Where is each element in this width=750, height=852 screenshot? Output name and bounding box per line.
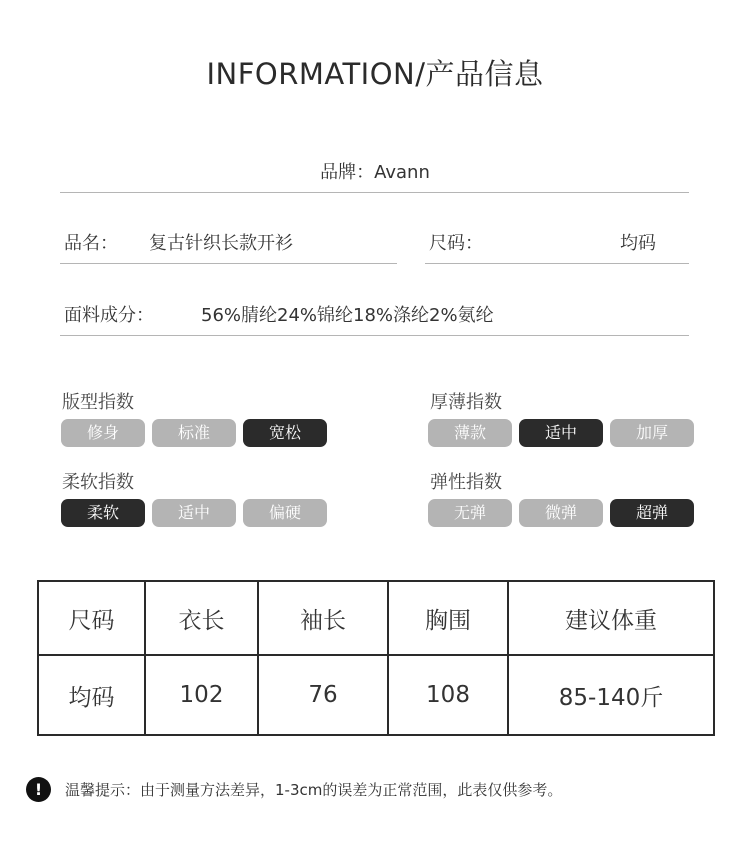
fabric-value: 56%腈纶24%锦纶18%涤纶2%氨纶 [201, 305, 494, 326]
fabric-divider [60, 335, 689, 336]
thickness-option-medium: 适中 [519, 419, 603, 447]
index-group-thickness [430, 388, 668, 442]
exclamation-icon: ! [26, 777, 51, 802]
size-value: 均码 [620, 233, 656, 254]
softness-index-label: 柔软指数 [62, 472, 134, 493]
header-length: 衣长 [145, 581, 258, 655]
cell-weight: 85-140斤 [508, 655, 714, 735]
product-name-value: 复古针织长款开衫 [149, 233, 293, 254]
product-name-divider [60, 263, 397, 264]
softness-option-hard: 偏硬 [243, 499, 327, 527]
fit-option-slim: 修身 [61, 419, 145, 447]
size-divider [425, 263, 689, 264]
brand-row [0, 158, 750, 184]
notice-text: 温馨提示：由于测量方法差异，1-3cm的误差为正常范围，此表仅供参考。 [65, 781, 563, 799]
elasticity-option-slight: 微弹 [519, 499, 603, 527]
size-table [37, 580, 715, 736]
cell-chest: 108 [388, 655, 508, 735]
brand-label: 品牌： [320, 162, 375, 183]
brand-divider [60, 192, 689, 193]
header-chest: 胸围 [388, 581, 508, 655]
thickness-index-label: 厚薄指数 [430, 392, 502, 413]
table-row [38, 655, 714, 735]
index-group-fit [62, 388, 301, 442]
elasticity-index-label: 弹性指数 [430, 472, 502, 493]
size-label: 尺码： [429, 233, 483, 254]
elasticity-option-high: 超弹 [610, 499, 694, 527]
cell-size: 均码 [38, 655, 145, 735]
header-weight: 建议体重 [508, 581, 714, 655]
size-table-header-row [38, 581, 714, 655]
brand-value: Avann [374, 162, 430, 183]
cell-sleeve: 76 [258, 655, 388, 735]
thickness-option-thick: 加厚 [610, 419, 694, 447]
header-size: 尺码 [38, 581, 145, 655]
header-sleeve: 袖长 [258, 581, 388, 655]
product-name-label: 品名： [64, 233, 118, 254]
page-title: INFORMATION/产品信息 [206, 57, 544, 91]
thickness-option-thin: 薄款 [428, 419, 512, 447]
index-group-softness [62, 468, 301, 522]
softness-option-soft: 柔软 [61, 499, 145, 527]
fabric-label: 面料成分： [64, 305, 154, 326]
cell-length: 102 [145, 655, 258, 735]
fit-index-label: 版型指数 [62, 392, 134, 413]
index-group-elasticity [430, 468, 668, 522]
fit-option-loose: 宽松 [243, 419, 327, 447]
fit-option-standard: 标准 [152, 419, 236, 447]
softness-option-medium: 适中 [152, 499, 236, 527]
elasticity-option-none: 无弹 [428, 499, 512, 527]
